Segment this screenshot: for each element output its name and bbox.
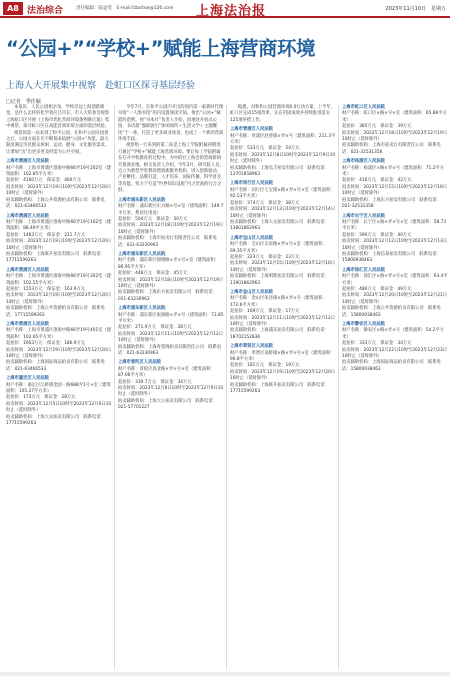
- listing-detail: 拍卖辅助机构：上海公共资源拍卖有限公司 联系电话：17715599263: [6, 306, 105, 318]
- column-1: [6, 105, 112, 431]
- column-2: [118, 105, 224, 415]
- listing-detail: 拍卖时间：2023年12月15日10时至2023年12月16日10时止（延时除外）: [342, 184, 448, 197]
- auction-listing: [118, 198, 224, 249]
- listing-detail: 财产名称：嘉定区江桥镇金园一路688弄1号×室（建筑面积：105.37平方米）: [6, 382, 111, 395]
- listing-detail: 起拍价：1553万元 保证金：163.9万元: [6, 286, 86, 292]
- listing-detail: 拍卖时间：2023年12月20日10时至2023年12月21日10时止（延时除外）: [342, 293, 448, 305]
- listing-court-name: 上海市杨浦区人民法院: [342, 159, 385, 165]
- listing-detail: 起拍价：1663万元 保证金：186.9万元: [6, 341, 86, 347]
- listing-detail: 财产名称：上海市黄浦区淮海中路66弄19号302室（建筑面积：102.55平方米）: [6, 274, 112, 286]
- listing-court-name: 上海市金山区人民法院: [230, 289, 273, 295]
- listing-detail: 拍卖辅助机构：上海国际商品拍卖有限公司 联系电话：15800938463: [342, 360, 441, 372]
- listing-detail: 拍卖时间：2023年12月22日10时至2023年12月23日10时止（延时除外）: [342, 347, 448, 360]
- listing-detail: 拍卖时间：2023年12月8日10时至2023年12月9日10时止（延时除外）: [118, 386, 224, 398]
- auction-listing: [230, 181, 336, 232]
- listing-court-name: 上海市嘉定区人民法院: [6, 376, 49, 382]
- listing-detail: 财产名称：徐汇区×路×弄×号×室（建筑面积：63.4平方米）: [342, 274, 448, 286]
- auction-listing: [118, 306, 224, 357]
- column-divider: [226, 105, 227, 670]
- listing-detail: 拍卖时间：2023年12月19日10时至2023年12月20日10时止（延时除外）: [6, 239, 112, 251]
- listing-detail: 起拍价：533万元 保证金：54万元: [230, 146, 300, 152]
- listing-detail: 财产名称：闵行区七宝镇×路×弄×号×室（建筑面积：92.53平方米）: [230, 187, 335, 200]
- listing-detail: 财产名称：青浦区赵巷镇×弄×号（建筑面积：211.3平方米）: [230, 133, 336, 146]
- publication-date: 2023年11月10日 星期五: [385, 6, 446, 12]
- body-paragraph: 据悉，对和和公园营商环境6.0行动方案，上半年，虹口区完成15项改革，正在巩固成效并持续推进落实125项举措工作。: [230, 105, 336, 123]
- column-divider: [114, 105, 115, 670]
- auction-listing: [342, 159, 448, 210]
- listing-court-name: 上海市普陀区人民法院: [118, 360, 161, 366]
- auction-listing: [118, 360, 224, 411]
- listing-detail: 财产名称：奉贤区南桥镇×路×弄×号×室（建筑面积：90.8平方米）: [230, 350, 335, 363]
- listing-detail: 拍卖时间：2023年12月13日10时至2023年12月14日10时止（延时除外）: [230, 207, 336, 219]
- intro-paragraph: 视察的第一站来到了和平公园，在和平公园开园着之后，公园方面在在不断探求拓展“公园+”功能，最大限度满足市民群众休闲、运动、健身、文化服务需求。让诸如“出”出更多更及时需为公共空间。: [6, 130, 110, 155]
- listing-detail: 起拍价：374万元 保证金：38万元: [230, 200, 300, 206]
- listing-detail: 财产名称：上海市黄浦区淮海中路66弄19号202室（建筑面积：102.85平方米）: [6, 165, 112, 178]
- auction-listing: [118, 252, 224, 303]
- column-divider: [338, 105, 339, 670]
- listing-detail: 财产名称：杨浦区×路×弄×号（建筑面积：71.2平方米）: [342, 165, 445, 178]
- listing-detail: 拍卖辅助机构：上海公共资源拍卖有限公司 联系电话：15800938463: [342, 306, 441, 318]
- auction-listing: [230, 236, 336, 287]
- listing-detail: 财产名称：虹口区×路×号×室（建筑面积：65.88平方米）: [342, 111, 447, 123]
- auction-listing: [230, 127, 336, 178]
- listing-detail: 起拍价：448万元 保证金：45万元: [118, 271, 188, 277]
- listing-detail: 拍卖辅助机构：上海东方拍卖有限公司 联系电话：021-63230963: [118, 290, 217, 302]
- listing-court-name: 上海市静安区人民法院: [342, 322, 385, 327]
- listing-detail: 财产名称：金山区朱泾镇×路×弄×号（建筑面积：172.6平方米）: [230, 296, 327, 308]
- column-3: [230, 105, 336, 398]
- listing-detail: 拍卖辅助机构：上海弘丰拍卖有限公司 联系电话：13701858963: [230, 165, 329, 178]
- auction-listing: [342, 268, 448, 319]
- masthead-logo: 上海法治报: [196, 4, 267, 19]
- listing-court-name: 上海市奉贤区人民法院: [230, 344, 273, 350]
- listing-court-name: 上海市徐汇区人民法院: [342, 267, 385, 273]
- listing-detail: 拍卖辅助机构：上海公共资源拍卖有限公司 联系电话：021-63466533: [6, 197, 105, 210]
- listing-detail: 拍卖辅助机构：上海联升拍卖有限公司 联系电话：17715599263: [230, 382, 329, 395]
- listing-detail: 起拍价：390万元 保证金：40万元: [342, 232, 412, 238]
- article-subhead: 上海人大开展集中视察 赴虹口区探寻基层经验: [6, 81, 196, 91]
- article-headline: “公园+”“学校+”赋能上海营商环境: [6, 37, 315, 60]
- listing-detail: 财产名称：上海市黄浦区淮海中路66弄19号401室（建筑面积：102.65平方米）: [6, 328, 112, 340]
- body-paragraph: 视察组一行来到的第二站是上海工学院附属初期进行通过“学校+”赋能上海营商环境。要让每工学院附属在打开学校教育的过程中，为中的社上海会的营商新研究推商业地。相关负责人介绍，今年2月，研究院人员，完立为新型学堂利高增效新服务机构，进入创新驱动。产业孵化、品牌打造、人才培养、国际传播、科学普及等功能。致力于打造“世界知识设施”内之营商的行合之群。: [118, 143, 224, 194]
- listing-court-name: 上海市浦东新区人民法院: [118, 251, 166, 257]
- listing-court-name: 上海市黄浦区人民法院: [6, 213, 49, 219]
- listing-detail: 拍卖辅助机构：上海大众拍卖有限公司 联系电话：17715599263: [6, 414, 105, 427]
- auction-listing: [6, 322, 112, 373]
- listing-court-name: 上海市黄浦区人民法院: [6, 267, 49, 273]
- auction-listing: [6, 268, 112, 319]
- listing-detail: 拍卖辅助机构：上海青莲阁拍卖有限责任公司 联系电话：021-63230963: [118, 344, 222, 357]
- listing-court-name: 上海市宝山区人民法院: [230, 235, 273, 241]
- article-byline: □记者 季佳颖: [6, 99, 41, 105]
- listing-detail: 财产名称：静安区×路×弄×号（建筑面积：54.2平方米）: [342, 328, 445, 340]
- listing-detail: 拍卖时间：2023年12月12日10时至2023年12月13日10时止（延时除外）: [342, 239, 448, 251]
- listing-detail: 拍卖时间：2023年12月8日10时至2023年12月9日10时止（延时除外）: [230, 152, 336, 165]
- listing-detail: 财产名称：浦东新区张杨路×弄×号（建筑面积：73.85平方米）: [118, 312, 224, 324]
- listing-detail: 起拍价：4160万元 保证金：400万元: [6, 178, 81, 184]
- page-number-badge: A8: [3, 2, 23, 15]
- listing-detail: 拍卖辅助机构：上海市拍卖行有限责任公司 联系电话：021-32531358: [342, 143, 441, 155]
- auction-listing: [6, 214, 112, 265]
- listing-detail: 拍卖辅助机构：上海大众拍卖有限公司 联系电话：13801862963: [230, 219, 329, 232]
- listing-detail: 拍卖辅助机构：上海东方拍卖有限公司 联系电话：021-32531358: [342, 197, 441, 210]
- listing-court-name: 上海市黄浦区人民法院: [6, 159, 49, 165]
- listing-detail: 起拍价：271.9万元 保证金：28万元: [118, 325, 192, 331]
- listing-detail: 起拍价：181万元 保证金：19万元: [230, 363, 300, 369]
- listing-detail: 拍卖时间：2023年12月11日10时至2023年12月12日10时止（延时除外）: [118, 331, 224, 344]
- editor-line: 责任编辑：陆益雯 E-mail:fzbsfxw@126.com: [76, 6, 174, 11]
- listing-detail: 起拍价：385万元 保证金：39万元: [342, 124, 412, 130]
- listing-court-name: 上海市长宁区人民法院: [342, 213, 385, 219]
- listing-detail: 拍卖辅助机构：上海市拍卖行有限责任公司 联系电话：021-63230963: [118, 236, 217, 248]
- listing-detail: 财产名称：浦东新区锦绣路×弄×号×室（建筑面积：86.95平方米）: [118, 258, 220, 270]
- listing-court-name: 上海市浦东新区人民法院: [118, 197, 166, 203]
- footer-bar: [0, 672, 450, 676]
- auction-listing: [6, 376, 112, 427]
- listing-detail: 拍卖时间：2023年12月19日10时至2023年12月20日10时止（延时除外）: [6, 184, 112, 197]
- listing-court-name: 上海市虹口区人民法院: [342, 105, 385, 110]
- listing-court-name: 上海市青浦区人民法院: [230, 127, 273, 133]
- listing-detail: 拍卖时间：2023年12月18日10时至2023年12月19日10时止（延时除外）: [118, 277, 224, 289]
- listing-court-name: 上海市闵行区人民法院: [230, 181, 273, 187]
- section-name: 法治综合: [27, 6, 64, 16]
- listing-detail: 财产名称：普陀区真北路×弄×号×室（建筑面积：87.06平方米）: [118, 366, 215, 379]
- listing-detail: 起拍价：173万元 保证金：28万元: [6, 395, 76, 401]
- intro-paragraph: 本报讯 人民公园相亲角，学校旁边上海创新课堂，是什么怎样的化学效应吕市长，市人大常委会视察上海虹口区开展《上海市优化营商环境条例修正案》集中视察，探寻虹口区在高能营商环境方面的基层经验。: [6, 105, 110, 130]
- auction-listing: [342, 105, 448, 156]
- listing-detail: 拍卖时间：2023年12月15日10时至2023年12月16日10时止（延时除外）: [230, 261, 336, 273]
- listing-detail: 起拍价：333万元 保证金：34万元: [342, 341, 412, 347]
- listing-detail: 拍卖辅助机构：上海国际商品拍卖有限公司 联系电话：021-63466533: [6, 360, 105, 372]
- column-4: [342, 105, 448, 376]
- listing-detail: 起拍价：339.7万元 保证金：34万元: [118, 379, 192, 385]
- listing-detail: 拍卖辅助机构：上海浦东拍卖有限公司 联系电话：18702152836: [230, 328, 329, 340]
- listing-detail: 起拍价：1463万元 保证金：211.7万元: [6, 232, 86, 238]
- listing-detail: 拍卖时间：2023年12月19日10时至2023年12月20日10时止（延时除外）: [6, 293, 112, 305]
- listing-detail: 拍卖辅助机构：上海联升拍卖有限公司 联系电话：17715599263: [6, 251, 105, 264]
- listing-court-name: 上海市黄浦区人民法院: [6, 322, 49, 327]
- listing-detail: 起拍价：223万元 保证金：23万元: [230, 254, 300, 260]
- auction-listing: [342, 322, 448, 373]
- auction-listing: [342, 214, 448, 265]
- listing-detail: 起拍价：416万元 保证金：42万元: [342, 178, 412, 184]
- intro-paragraph: 今年7月，在和平公园内开出的国内第一家新时代图书馆“一人图书馆”的内设置阅读空间，推出“公园+”赋能的范例。视“书本社”负责人介绍，因地处开放式公园，书店最“强联链引”休闲场所＋生活文学＋主题餐饮”于一体，打造了更多商业场景，也成了一个新的营商环境手段。: [118, 105, 224, 143]
- listing-detail: 财产名称：长宁区×路×弄×号×室（建筑面积：58.73平方米）: [342, 219, 447, 232]
- listing-court-name: 上海市浦东新区人民法院: [118, 306, 166, 312]
- auction-listing: [230, 344, 336, 395]
- page-header: [0, 0, 450, 18]
- listing-detail: 拍卖时间：2023年12月19日10时至2023年12月20日10时止（延时除外）: [6, 347, 112, 360]
- listing-detail: 拍卖时间：2023年12月11日10时至2023年12月12日10时止（延时除外）: [230, 315, 336, 327]
- listing-detail: 拍卖辅助机构：上海明辉拍卖有限公司 联系电话：13901862963: [230, 274, 329, 286]
- listing-detail: 财产名称：浦东新区东方路×号×室（建筑面积：149.7平方米，系居住用房）: [118, 204, 224, 216]
- listing-detail: 起拍价：486万元 保证金：49万元: [342, 286, 412, 292]
- listing-detail: 拍卖时间：2023年12月18日10时至2023年12月19日10时止（延时除外）: [118, 223, 224, 235]
- listing-detail: 起拍价：169万元 保证金：17万元: [230, 309, 300, 315]
- listing-detail: 拍卖时间：2023年12月5日10时至2023年12月6日10时止（延时除外）: [6, 401, 112, 414]
- listing-detail: 拍卖时间：2023年12月19日10时至2023年12月20日10时止（延时除外）: [230, 369, 336, 382]
- listing-detail: 财产名称：宝山区友谊路×弄×号×室（建筑面积：69.35平方米）: [230, 242, 327, 254]
- auction-listing: [230, 290, 336, 341]
- listing-detail: 拍卖时间：2023年12月18日10时至2023年12月19日10时止（延时除外）: [342, 130, 448, 143]
- listing-detail: 拍卖辅助机构：上海信泰拍卖有限公司 联系电话：15800938463: [342, 251, 441, 264]
- listing-detail: 财产名称：上海市黄浦区淮海中路66弄19号102室（建筑面积：88.49平方米）: [6, 219, 112, 232]
- auction-listing: [6, 159, 112, 210]
- listing-detail: 拍卖辅助机构：上海大公拍卖有限公司 联系电话：021-57701227: [118, 398, 217, 411]
- listing-detail: 起拍价：504万元 保证金：50万元: [118, 216, 188, 222]
